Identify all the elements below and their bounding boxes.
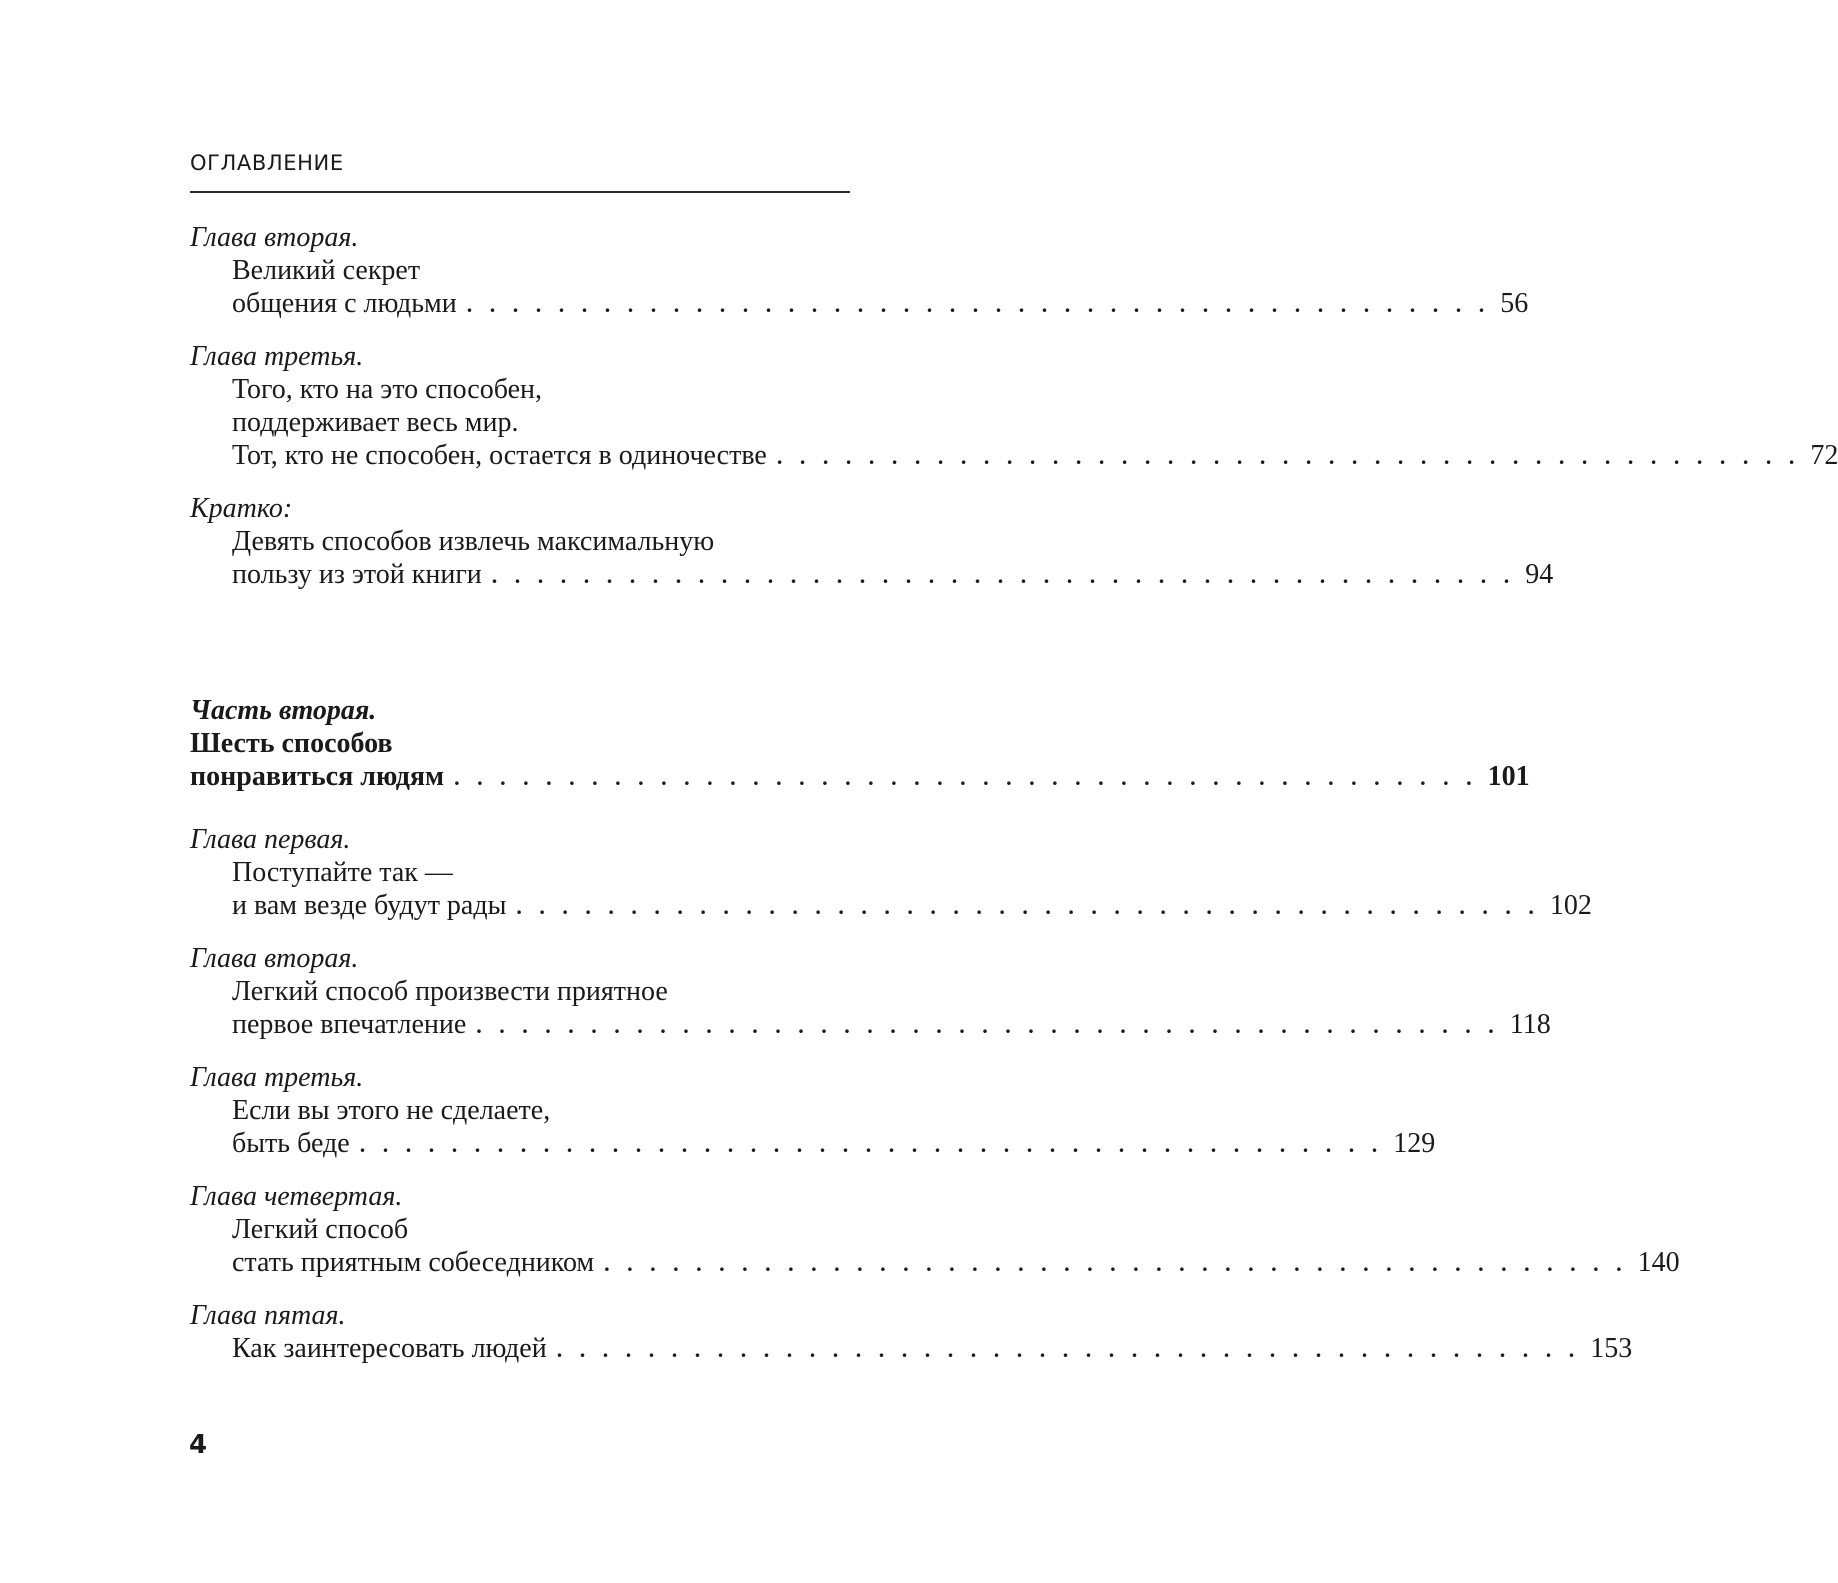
dot-leader: . . . . . . . . . . . . . . . . . . . . . . . . . . . . . . . . . . . . . . . . . . . . . bbox=[466, 292, 1491, 317]
page-ref: 56 bbox=[1500, 288, 1529, 319]
chapter-title-line: Легкий способ bbox=[232, 1214, 409, 1245]
chapter-title-line: Тот, кто не способен, остается в одиночестве bbox=[232, 440, 767, 471]
chapter-label: Глава пятая. bbox=[190, 1300, 346, 1331]
page-ref: 140 bbox=[1637, 1247, 1680, 1278]
page-ref: 118 bbox=[1509, 1009, 1551, 1040]
page-ref: 153 bbox=[1590, 1333, 1633, 1364]
chapter-label: Глава третья. bbox=[190, 341, 364, 372]
chapter-title-line: Если вы этого не сделаете, bbox=[232, 1095, 551, 1126]
dot-leader: . . . . . . . . . . . . . . . . . . . . . . . . . . . . . . . . . . . . . . . . . . . . . bbox=[476, 1013, 1500, 1038]
chapter-title-leader-line[interactable] bbox=[190, 1008, 1551, 1041]
chapter-title-line: Как заинтересовать людей bbox=[232, 1333, 547, 1364]
part-heading bbox=[190, 694, 1530, 793]
header-rule bbox=[190, 191, 850, 193]
toc-entry bbox=[190, 221, 1529, 320]
chapter-title-leader-line[interactable] bbox=[190, 1332, 1633, 1365]
chapter-title-line: стать приятным собеседником bbox=[232, 1247, 595, 1278]
chapter-title-line: и вам везде будут рады bbox=[232, 890, 507, 921]
page-number: 4 bbox=[189, 1430, 208, 1460]
dot-leader: . . . . . . . . . . . . . . . . . . . . . . . . . . . . . . . . . . . . . . . . . . . . . bbox=[776, 444, 1801, 469]
chapter-title-leader-line[interactable] bbox=[190, 1246, 1680, 1279]
toc-entry bbox=[190, 942, 1551, 1041]
chapter-title-line: Того, кто на это способен, bbox=[232, 374, 543, 405]
chapter-title-leader-line[interactable] bbox=[190, 1127, 1436, 1160]
chapter-title-leader-line[interactable] bbox=[190, 889, 1592, 922]
chapter-label: Глава четвертая. bbox=[190, 1181, 403, 1212]
chapter-title-leader-line[interactable] bbox=[190, 287, 1529, 320]
page-ref: 102 bbox=[1549, 890, 1592, 921]
chapter-label: Глава вторая. bbox=[190, 222, 359, 253]
chapter-title-line: общения с людьми bbox=[232, 288, 457, 319]
dot-leader: . . . . . . . . . . . . . . . . . . . . . . . . . . . . . . . . . . . . . . . . . . . . . bbox=[556, 1337, 1581, 1362]
page-ref: 129 bbox=[1393, 1128, 1436, 1159]
chapter-title-line: пользу из этой книги bbox=[232, 559, 482, 590]
table-of-contents bbox=[190, 221, 1838, 1385]
page-ref: 72 bbox=[1810, 440, 1838, 471]
toc-entry bbox=[190, 1299, 1633, 1365]
chapter-title-line: Поступайте так — bbox=[232, 857, 453, 888]
chapter-title-leader-line[interactable] bbox=[190, 558, 1554, 591]
chapter-title-line: Легкий способ произвести приятное bbox=[232, 976, 668, 1007]
part-title-leader-line[interactable] bbox=[190, 760, 1530, 793]
toc-entry bbox=[190, 1180, 1680, 1279]
part-title-line: понравиться людям bbox=[190, 761, 445, 792]
dot-leader: . . . . . . . . . . . . . . . . . . . . . . . . . . . . . . . . . . . . . . . . . . . . . bbox=[359, 1132, 1384, 1157]
page-ref: 94 bbox=[1525, 559, 1554, 590]
page-ref: 101 bbox=[1487, 761, 1530, 792]
dot-leader: . . . . . . . . . . . . . . . . . . . . . . . . . . . . . . . . . . . . . . . . . . . . . bbox=[491, 563, 1516, 588]
toc-entry bbox=[190, 823, 1592, 922]
part-title-line: Шесть способов bbox=[190, 728, 393, 759]
chapter-label: Глава третья. bbox=[190, 1062, 364, 1093]
part-label: Часть вторая. bbox=[190, 695, 377, 726]
chapter-title-leader-line[interactable] bbox=[190, 439, 1838, 472]
toc-entry bbox=[190, 492, 1554, 591]
section-label: Кратко: bbox=[190, 493, 293, 524]
toc-entry bbox=[190, 340, 1838, 472]
running-head-title: ОГЛАВЛЕНИЕ bbox=[190, 151, 344, 175]
dot-leader: . . . . . . . . . . . . . . . . . . . . . . . . . . . . . . . . . . . . . . . . . . . . . bbox=[454, 765, 1478, 790]
chapter-title-line: первое впечатление bbox=[232, 1009, 467, 1040]
chapter-title-line: быть беде bbox=[232, 1128, 350, 1159]
chapter-title-line: поддерживает весь мир. bbox=[232, 407, 519, 438]
chapter-title-line: Девять способов извлечь максимальную bbox=[232, 526, 715, 557]
toc-entry bbox=[190, 1061, 1436, 1160]
dot-leader: . . . . . . . . . . . . . . . . . . . . . . . . . . . . . . . . . . . . . . . . . . . . . bbox=[516, 894, 1540, 919]
chapter-title-line: Великий секрет bbox=[232, 255, 421, 286]
dot-leader: . . . . . . . . . . . . . . . . . . . . . . . . . . . . . . . . . . . . . . . . . . . . . bbox=[604, 1251, 1628, 1276]
chapter-label: Глава вторая. bbox=[190, 943, 359, 974]
chapter-label: Глава первая. bbox=[190, 824, 351, 855]
